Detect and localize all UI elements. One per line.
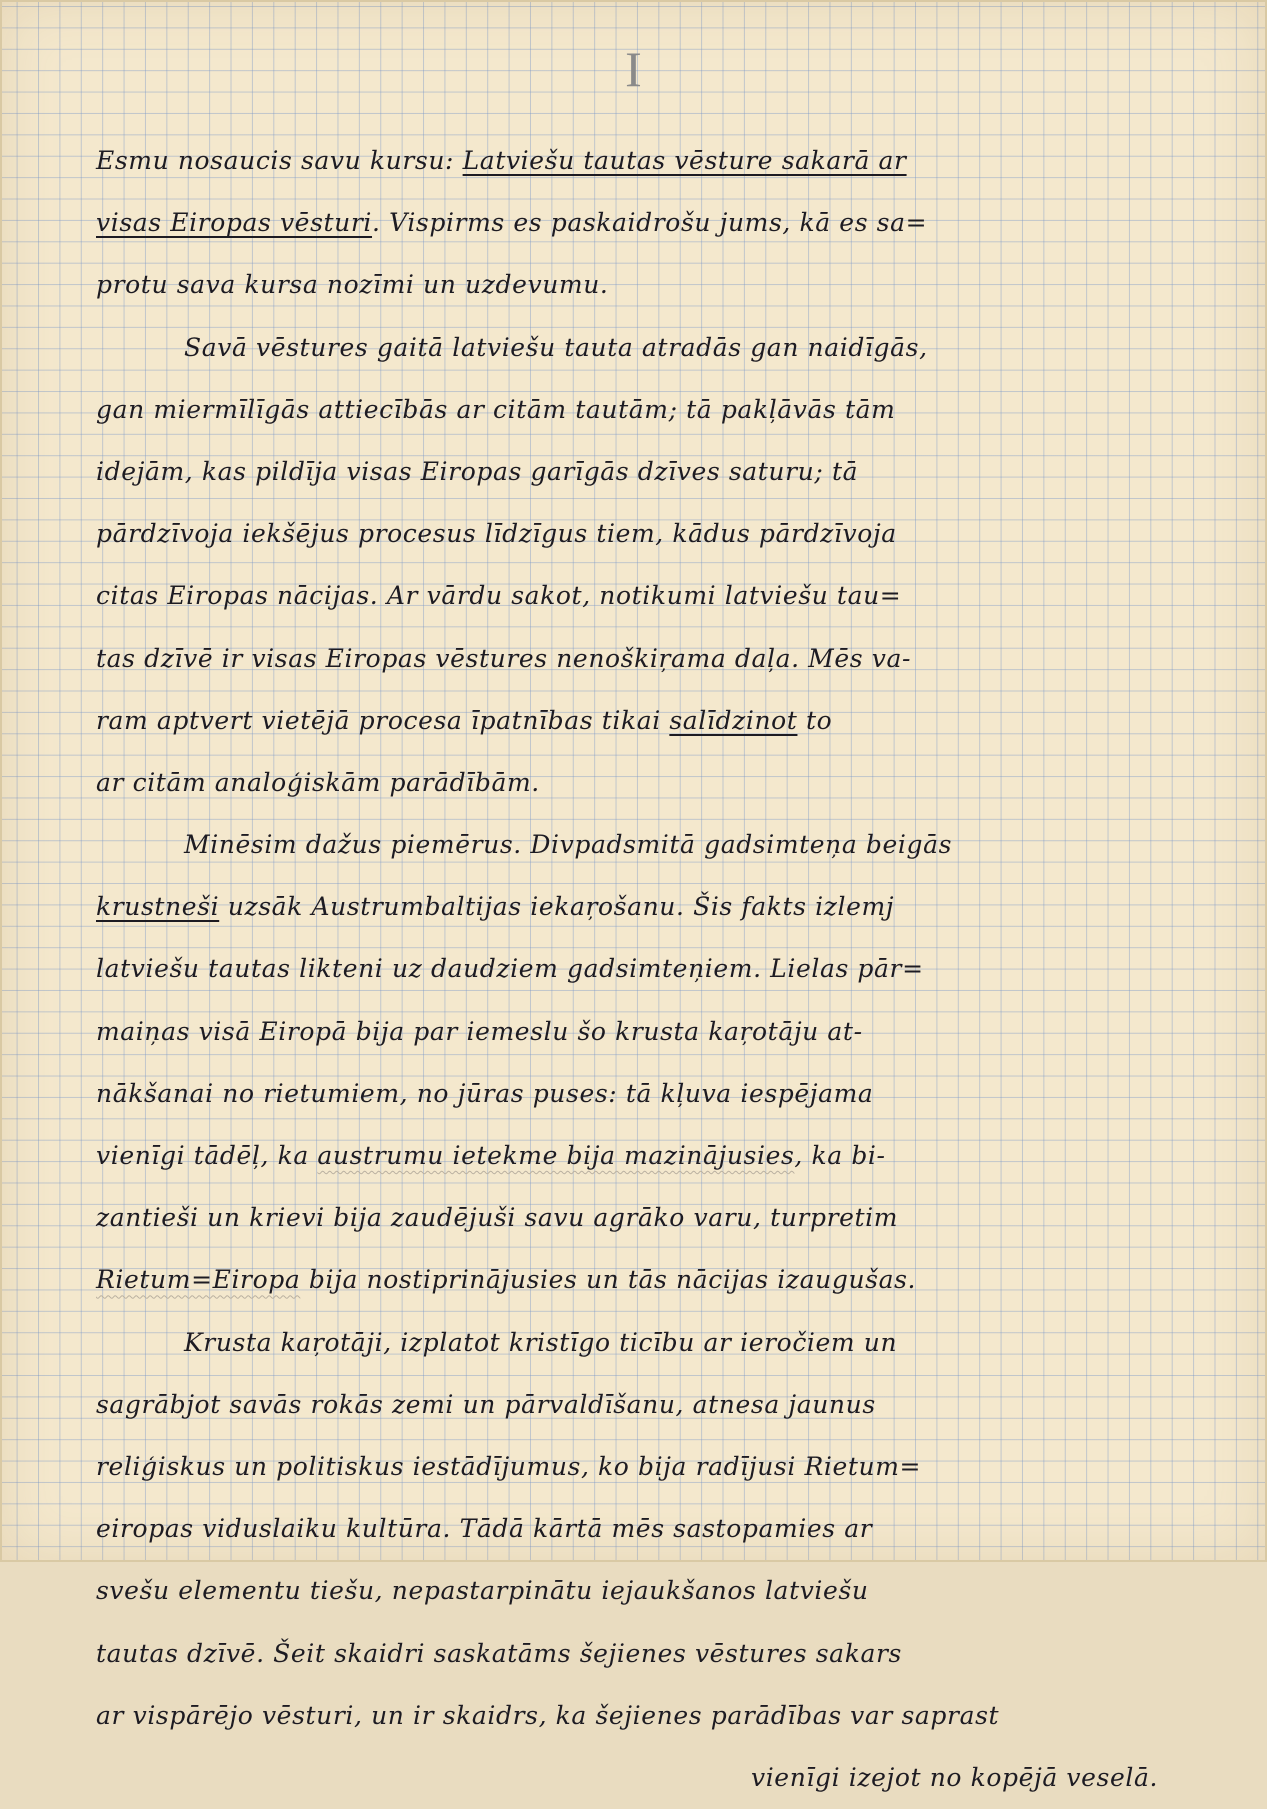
line-text: tautas dzīvē. Šeit skaidri saskatāms šejienes vēstures sakars <box>96 1638 902 1668</box>
underlined-text: Latviešu tautas vēsture sakarā ar <box>462 146 907 175</box>
underlined-text: krustneši <box>96 892 220 922</box>
wavy-underlined-text: Rietum=Eiropa <box>96 1265 301 1295</box>
line-text: vienīgi tādēļ, ka <box>96 1141 318 1170</box>
text-line <box>96 1374 1216 1436</box>
text-line <box>96 441 1216 503</box>
line-text: vienīgi izejot no kopējā veselā. <box>750 1762 1158 1792</box>
line-text: svešu elementu tiešu, nepastarpinātu iejaukšanos latviešu <box>96 1576 869 1606</box>
line-text: Esmu nosaucis savu kursu: <box>96 146 463 175</box>
text-line <box>96 1001 1216 1063</box>
text-line <box>96 690 1216 752</box>
text-line <box>96 938 1216 1000</box>
line-text: to <box>797 705 833 735</box>
line-text: nākšanai no rietumiem, no jūras puses: tā kļuva iespējama <box>96 1078 874 1108</box>
closing-line <box>96 1747 1216 1809</box>
line-text: maiņas visā Eiropā bija par iemeslu šo krusta kaŗotāju at- <box>96 1016 863 1046</box>
line-text: idejām, kas pildīja visas Eiropas garīgās dzīves saturu; tā <box>96 456 859 486</box>
line-text: eiropas viduslaiku kultūra. Tādā kārtā mēs sastopamies ar <box>96 1514 873 1544</box>
line-text: protu sava kursa nozīmi un uzdevumu. <box>96 270 609 300</box>
paragraph-start-line <box>96 1312 1216 1374</box>
line-text: . Vispirms es paskaidrošu jums, kā es sa= <box>372 208 928 238</box>
line-text: pārdzīvoja iekšējus procesus līdzīgus tiem, kādus pārdzīvoja <box>96 519 897 549</box>
line-text: latviešu tautas likteni uz daudziem gadsimteņiem. Lielas pār= <box>96 954 924 984</box>
line-text: Savā vēstures gaitā latviešu tauta atradās gan naidīgās, <box>184 332 928 362</box>
text-line <box>96 192 1216 254</box>
line-text: ar citām analoģiskām parādībām. <box>96 767 540 797</box>
text-line <box>96 1187 1216 1249</box>
page-heading: I <box>625 41 642 97</box>
line-text: Krusta kaŗotāji, izplatot kristīgo ticību ar ieročiem un <box>184 1327 898 1357</box>
line-text: ar vispārējo vēsturi, un ir skaidrs, ka šejienes parādības var saprast <box>96 1700 1000 1730</box>
text-line <box>96 1125 1216 1187</box>
line-text: citas Eiropas nācijas. Ar vārdu sakot, notikumi latviešu tau= <box>96 581 902 611</box>
line-text: reliģiskus un politiskus iestādījumus, ko bija radījusi Rietum= <box>96 1451 922 1481</box>
line-text: bija nostiprinājusies un tās nācijas izaugušas. <box>300 1265 917 1295</box>
text-line <box>96 130 1216 192</box>
text-line <box>96 628 1216 690</box>
text-line <box>96 565 1216 627</box>
text-line <box>96 1063 1216 1125</box>
text-line <box>96 752 1216 814</box>
line-text: Minēsim dažus piemērus. Divpadsmitā gadsimteņa beigās <box>184 830 953 860</box>
text-line <box>96 876 1216 938</box>
text-line <box>96 1436 1216 1498</box>
text-line <box>96 379 1216 441</box>
line-text: , ka bi- <box>794 1141 886 1170</box>
text-line <box>96 1685 1216 1747</box>
paragraph-start-line <box>96 317 1216 379</box>
text-line <box>96 503 1216 565</box>
line-text: zantieši un krievi bija zaudējuši savu agrāko varu, turpretim <box>96 1203 899 1233</box>
text-line <box>96 254 1216 316</box>
handwritten-text <box>96 130 1216 1809</box>
line-text: ram aptvert vietējā procesa īpatnības tikai <box>96 705 670 735</box>
line-text: gan miermīlīgās attiecībās ar citām tautām; tā pakļāvās tām <box>96 394 896 424</box>
text-line <box>96 1249 1216 1311</box>
wavy-underlined-text: austrumu ietekme bija mazinājusies <box>317 1141 795 1170</box>
line-text: uzsāk Austrumbaltijas iekaŗošanu. Šis fakts izlemj <box>219 892 895 922</box>
underlined-text: visas Eiropas vēsturi <box>96 208 373 238</box>
underlined-text: salīdzinot <box>669 705 798 735</box>
paragraph-start-line <box>96 814 1216 876</box>
text-line <box>96 1498 1216 1560</box>
text-line <box>96 1560 1216 1622</box>
text-line <box>96 1623 1216 1685</box>
line-text: tas dzīvē ir visas Eiropas vēstures nenoškiŗama daļa. Mēs va- <box>96 643 912 673</box>
line-text: sagrābjot savās rokās zemi un pārvaldīšanu, atnesa jaunus <box>96 1389 876 1419</box>
